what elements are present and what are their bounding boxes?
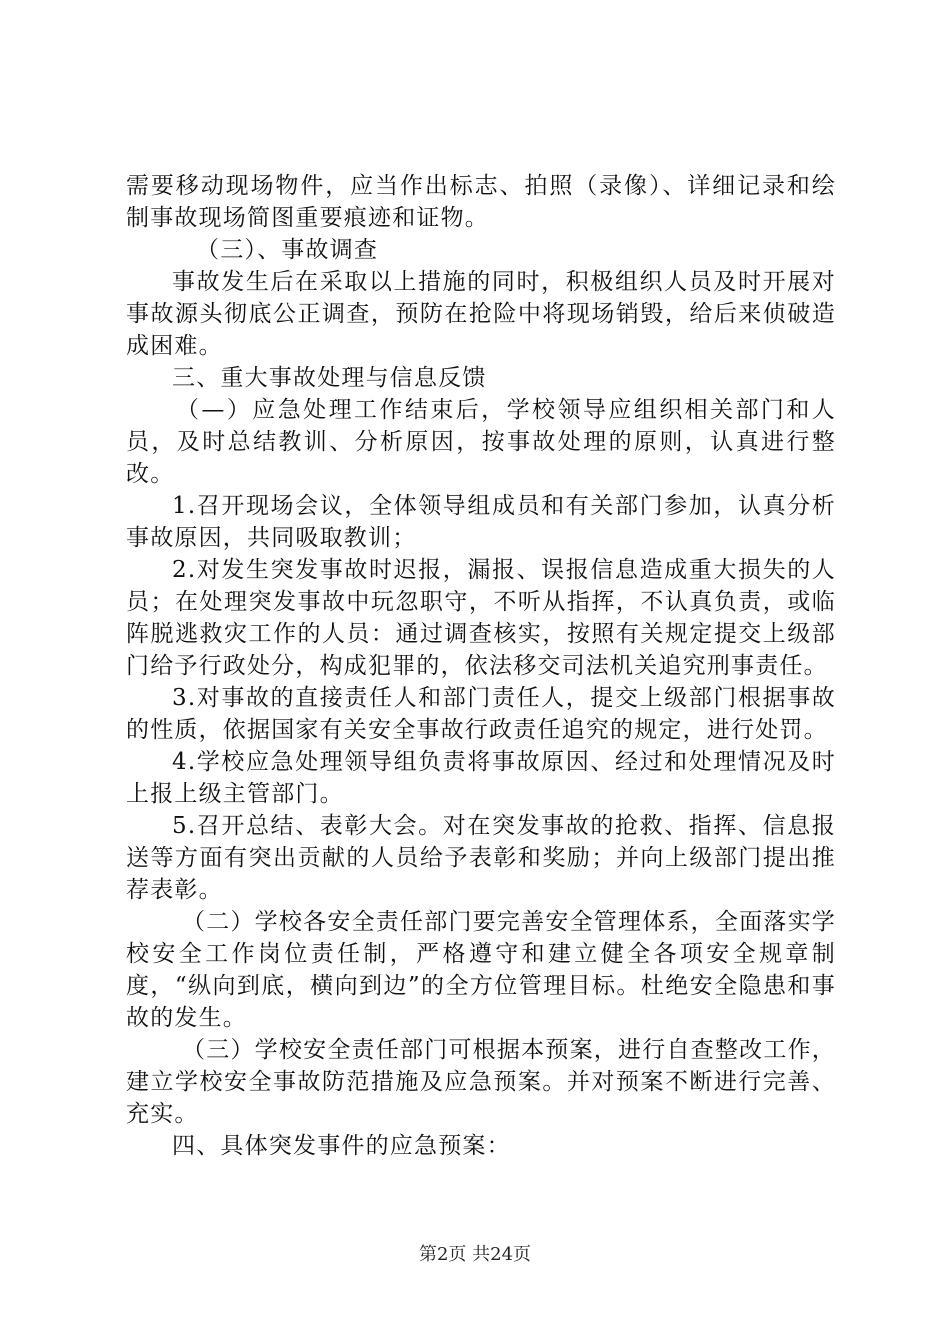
list-item: 4.学校应急处理领导组负责将事故原因、经过和处理情况及时上报上级主管部门。: [126, 749, 836, 807]
list-item: 1.召开现场会议，全体领导组成员和有关部门参加，认真分析事故原因，共同吸取教训；: [126, 493, 836, 551]
paragraph: 需要移动现场物件，应当作出标志、拍照（录像）、详细记录和绘制事故现场简图重要痕迹和证物。: [126, 173, 836, 231]
paragraph: （—）应急处理工作结束后，学校领导应组织相关部门和人员，及时总结教训、分析原因，按事故处理的原则，认真进行整改。: [126, 397, 836, 487]
paragraph: （三）学校安全责任部门可根据本预案，进行自查整改工作，建立学校安全事故防范措施及应急预案。并对预案不断进行完善、充实。: [126, 1037, 836, 1127]
document-body: [126, 170, 836, 1162]
paragraph: （二）学校各安全责任部门要完善安全管理体系，全面落实学校安全工作岗位责任制，严格遵守和建立健全各项安全规章制度，“纵向到底，横向到边”的全方位管理目标。杜绝安全隐患和事故的发生。: [126, 909, 836, 1031]
section-heading: 三、重大事故处理与信息反馈: [172, 365, 487, 391]
section-heading: 四、具体突发事件的应急预案：: [172, 1133, 511, 1159]
list-item: 2.对发生突发事故时迟报，漏报、误报信息造成重大损失的人员；在处理突发事故中玩忽职守，不听从指挥，不认真负责，或临阵脱逃救灾工作的人员：通过调查核实，按照有关规定提交上级部门给予行政处分，构成犯罪的，依法移交司法机关追究刑事责任。: [126, 557, 836, 679]
paragraph: 事故发生后在采取以上措施的同时，积极组织人员及时开展对事故源头彻底公正调查，预防在抢险中将现场销毁，给后来侦破造成困难。: [126, 269, 836, 359]
list-item: 5.召开总结、表彰大会。对在突发事故的抢救、指挥、信息报送等方面有突出贡献的人员给予表彰和奖励；并向上级部门提出推荐表彰。: [126, 813, 836, 903]
page-footer: 第2页 共24页: [418, 1244, 532, 1265]
section-heading: （三）、事故调查: [196, 237, 379, 263]
list-item: 3.对事故的直接责任人和部门责任人，提交上级部门根据事故的性质，依据国家有关安全事故行政责任追究的规定，进行处罚。: [126, 685, 836, 743]
